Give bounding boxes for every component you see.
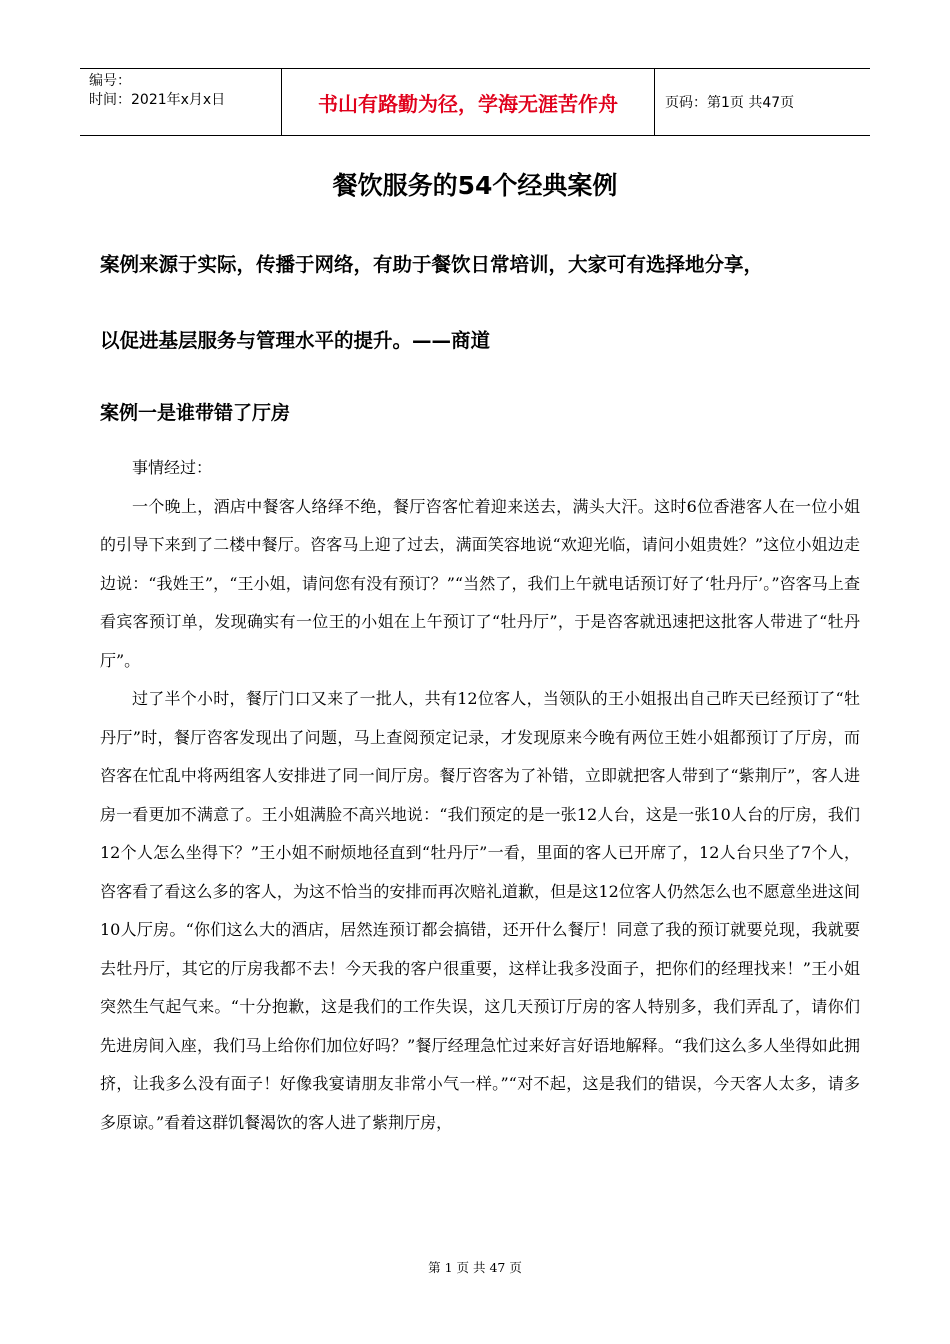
page-footer: 第 1 页 共 47 页 [428,1260,522,1275]
header-motto: 书山有路勤为径，学海无涯苦作舟 [281,69,655,135]
body-paragraph: 事情经过： [132,458,213,477]
body-paragraph: 一个晚上，酒店中餐客人络绎不绝，餐厅咨客忙着迎来送去，满头大汗。这时6位香港客人在一位小姐的引导下来到了二楼中餐厅。咨客马上迎了过去，满面笑容地说“欢迎光临，请问小姐贵姓？”这位小姐边走边说：“我姓王”，“王小姐，请问您有没有预订？”“当然了，我们上午就电话预订好了‘牡丹厅’。”咨客马上查看宾客预订单，发现确实有一位王的小姐在上午预订了“牡丹厅”，于是咨客就迅速把这批客人带进了“牡丹厅”。 [100,496,860,670]
case-body [100,449,860,1142]
body-paragraph: 过了半个小时，餐厅门口又来了一批人，共有12位客人，当领队的王小姐报出自己昨天已经预订了“牡丹厅”时，餐厅咨客发现出了问题，马上查阅预定记录，才发现原来今晚有两位王姓小姐都预订了厅房，而咨客在忙乱中将两组客人安排进了同一间厅房。餐厅咨客为了补错，立即就把客人带到了“紫荆厅”，客人进房一看更加不满意了。王小姐满脸不高兴地说：“我们预定的是一张12人台，这是一张10人台的厅房，我们12个人怎么坐得下？”王小姐不耐烦地径直到“牡丹厅”一看，里面的客人已开席了，12人台只坐了7个人，咨客看了看这么多的客人，为这不恰当的安排而再次赔礼道歉，但是这12位客人仍然怎么也不愿意坐进这间10人厅房。“你们这么大的酒店，居然连预订都会搞错，还开什么餐厅！同意了我的预订就要兑现，我就要去牡丹厅，其它的厅房我都不去！今天我的客户很重要，这样让我多没面子，把你们的经理找来！”王小姐突然生气起气来。“十分抱歉，这是我们的工作失误，这几天预订厅房的客人特别多，我们弄乱了，请你们先进房间入座，我们马上给你们加位好吗？”餐厅经理急忙过来好言好语地解释。“我们这么多人坐得如此拥挤，让我多么没有面子！好像我宴请朋友非常小气一样。”“对不起，这是我们的错误，今天客人太多，请多多原谅。”看着这群饥餐渴饮的客人进了紫荆厅房， [100,689,860,1132]
intro-line-2: 以促进基层服务与管理水平的提升。——商道 [100,329,491,352]
header-meta [80,69,281,135]
case-title: 案例一是谁带错了厅房 [100,402,291,424]
time-label: 时间：2021年x月x日 [89,92,226,108]
header-page-info: 页码：第1页 共47页 [665,95,795,111]
document-title: 餐饮服务的54个经典案例 [332,171,618,200]
number-label: 编号： [89,73,131,89]
page-header [80,68,870,136]
intro-line-1: 案例来源于实际，传播于网络，有助于餐饮日常培训，大家可有选择地分享， [100,253,764,276]
